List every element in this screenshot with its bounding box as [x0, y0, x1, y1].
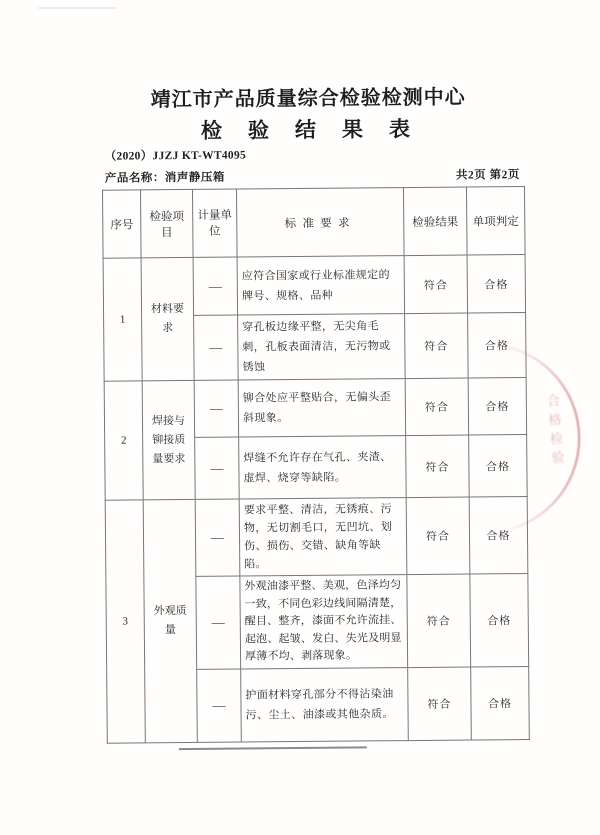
- col-header-item: 检验项目: [140, 189, 193, 257]
- unit-cell: —: [197, 669, 242, 742]
- col-header-requirement: 标准要求: [236, 188, 404, 257]
- row-no: 1: [103, 258, 142, 381]
- product-name: 产品名称：消声静压箱: [104, 171, 225, 185]
- judgment-cell: 合格: [469, 435, 528, 498]
- row-no: 3: [105, 500, 145, 743]
- org-title: 靖江市产品质量综合检验检测中心: [150, 86, 466, 112]
- requirement-cell: 外观油漆平整、美观，色泽均匀一致，不同色彩边线间隔清楚，醒目、整齐，漆面不允许流挂、起泡、起皱、发白、失光及明显厚薄不均、剥落现象。: [240, 575, 408, 669]
- judgment-cell: 合格: [469, 497, 528, 575]
- judgment-cell: 合格: [471, 666, 530, 740]
- result-cell: 符合: [408, 667, 472, 741]
- official-seal-text: 合格检验: [544, 393, 566, 471]
- unit-cell: —: [193, 257, 238, 315]
- col-header-judgment: 单项判定: [466, 187, 525, 256]
- unit-cell: —: [194, 315, 239, 380]
- table-header-row: [102, 187, 525, 259]
- requirement-cell: 应符合国家或行业标准规定的牌号、规格、品种: [237, 256, 404, 315]
- meta-row: [105, 166, 520, 186]
- page-info: 共2页 第2页: [455, 169, 520, 182]
- table-row: [105, 497, 528, 578]
- judgment-cell: 合格: [468, 313, 527, 379]
- inspection-result-table: [102, 186, 530, 743]
- judgment-cell: 合格: [467, 255, 526, 314]
- row-no: 2: [104, 381, 143, 500]
- document-number: （2020）JJZJ KT-WT4095: [104, 149, 247, 163]
- requirement-cell: 焊缝不允许存在气孔、夹渣、虚焊、烧穿等缺陷。: [239, 436, 407, 499]
- result-cell: 符合: [405, 378, 468, 436]
- result-cell: 符合: [406, 435, 470, 498]
- requirement-cell: 铆合处应平整贴合，无偏头歪斜现象。: [238, 379, 405, 437]
- result-cell: 符合: [407, 574, 471, 667]
- inspection-item: 焊接与铆接质量要求: [142, 380, 195, 499]
- unit-cell: —: [194, 380, 238, 437]
- end-separator-line: [179, 746, 367, 749]
- result-cell: 符合: [404, 255, 468, 314]
- report-title: 检验结果表: [200, 116, 437, 143]
- judgment-cell: 合格: [470, 574, 529, 667]
- unit-cell: —: [196, 576, 241, 669]
- result-cell: 符合: [406, 497, 470, 575]
- col-header-no: 序号: [102, 190, 141, 258]
- requirement-cell: 护面材料穿孔部分不得沾染油污、尘土、油漆或其他杂质。: [241, 667, 409, 741]
- col-header-unit: 计量单位: [192, 189, 237, 257]
- judgment-cell: 合格: [468, 378, 526, 436]
- requirement-cell: 穿孔板边缘平整，无尖角毛刺，孔板表面清洁，无污物或锈蚀: [238, 314, 406, 380]
- col-header-result: 检验结果: [403, 187, 467, 256]
- unit-cell: —: [195, 437, 240, 499]
- inspection-item: 材料要求: [141, 257, 194, 380]
- inspection-item: 外观质量: [143, 499, 197, 742]
- requirement-cell: 要求平整、清洁，无锈痕、污物，无切割毛口，无凹坑、划伤、损伤、交错、缺角等缺陷。: [239, 498, 407, 576]
- table-row: [104, 378, 526, 439]
- unit-cell: —: [195, 499, 240, 576]
- table-row: [103, 255, 525, 317]
- result-cell: 符合: [405, 313, 469, 379]
